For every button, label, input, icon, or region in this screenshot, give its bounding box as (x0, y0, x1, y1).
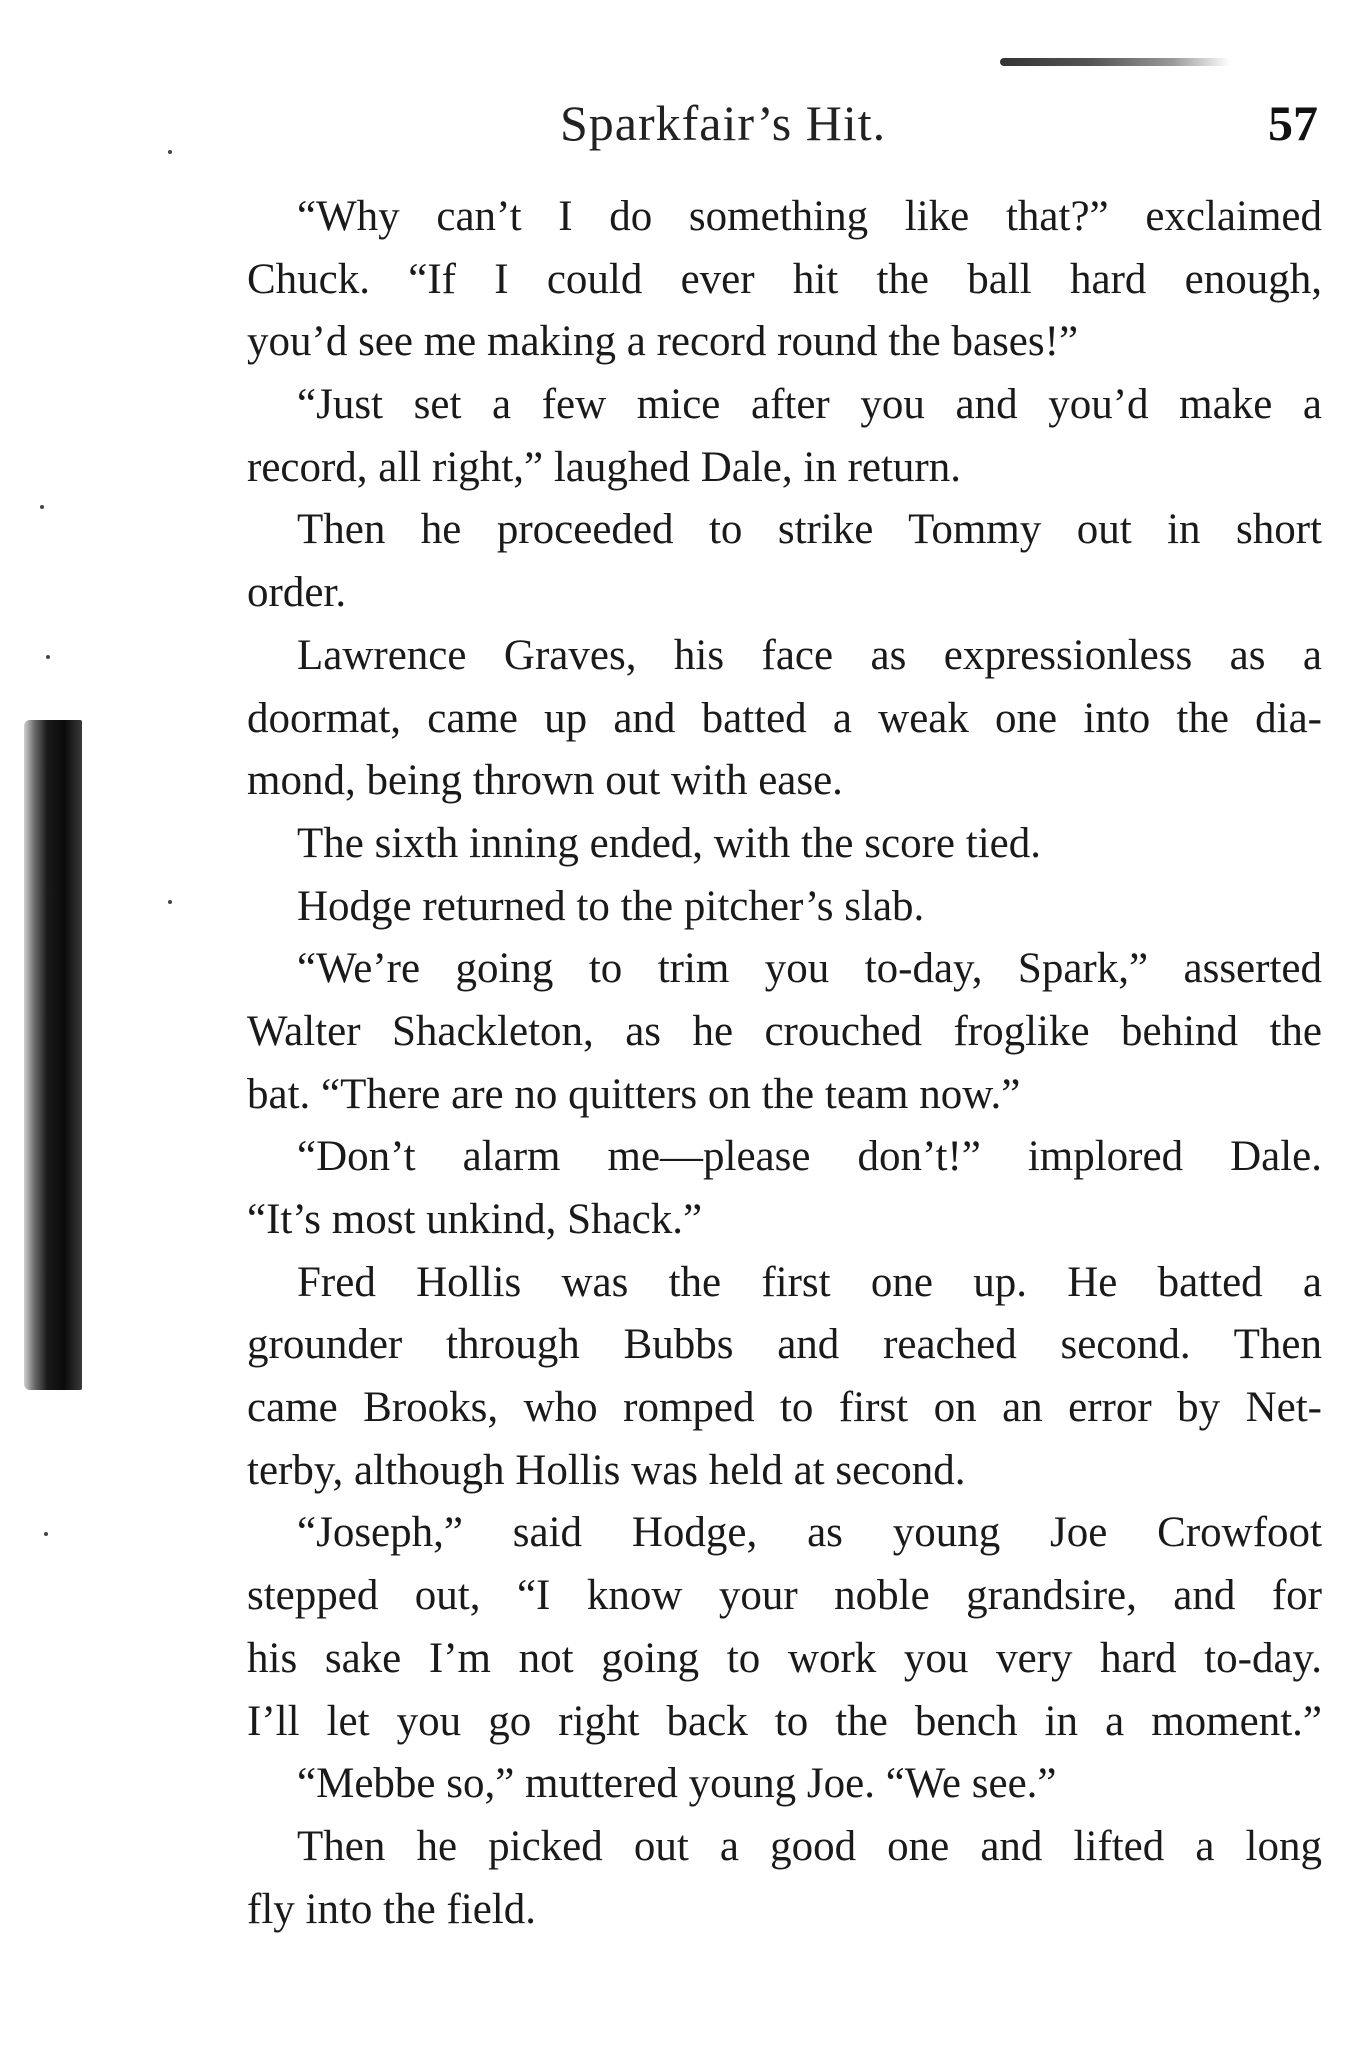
text-line: bat. “There are no quitters on the team now.” (247, 1070, 1021, 1118)
text-line: “Joseph,” said Hodge, as young Joe Crowfoot (297, 1509, 1322, 1557)
text-line: fly into the field. (247, 1885, 536, 1933)
text-line: terby, although Hollis was held at second. (247, 1446, 966, 1494)
text-line: The sixth inning ended, with the score tied. (297, 819, 1041, 867)
scan-speck (168, 150, 172, 154)
text-line: Lawrence Graves, his face as expressionless as a (297, 631, 1322, 679)
text-line: Then he proceeded to strike Tommy out in short (297, 506, 1322, 554)
text-line: I’ll let you go right back to the bench in a moment.” (247, 1697, 1322, 1745)
text-line: “Just set a few mice after you and you’d make a (297, 381, 1322, 429)
text-line: his sake I’m not going to work you very hard to-day. (247, 1634, 1322, 1682)
scan-speck (168, 900, 172, 904)
text-line: Fred Hollis was the first one up. He batted a (297, 1258, 1322, 1306)
text-line: “It’s most unkind, Shack.” (247, 1196, 703, 1243)
scan-speck (40, 505, 44, 509)
text-line: “Mebbe so,” muttered young Joe. “We see.” (297, 1760, 1057, 1808)
page-number: 57 (1268, 95, 1318, 151)
body-text (247, 186, 1322, 1941)
scan-speck (46, 655, 50, 659)
binding-shadow (24, 720, 82, 1390)
text-line: record, all right,” laughed Dale, in return. (247, 443, 961, 491)
ink-smudge (1000, 58, 1230, 66)
text-line: doormat, came up and batted a weak one into the dia- (247, 694, 1322, 742)
text-line: Hodge returned to the pitcher’s slab. (297, 882, 925, 930)
text-line: Chuck. “If I could ever hit the ball hard enough, (247, 255, 1322, 303)
text-line: came Brooks, who romped to first on an error by Net- (247, 1384, 1322, 1432)
scan-speck (44, 1532, 48, 1536)
running-head: Sparkfair’s Hit. (560, 95, 887, 151)
text-line: you’d see me making a record round the bases!” (247, 318, 1079, 366)
text-line: “Why can’t I do something like that?” exclaimed (297, 193, 1322, 240)
text-line: “Don’t alarm me—please don’t!” implored Dale. (297, 1133, 1322, 1181)
text-line: Then he picked out a good one and lifted a long (297, 1822, 1322, 1870)
text-line: order. (247, 569, 347, 617)
text-line: mond, being thrown out with ease. (247, 757, 843, 805)
text-line: stepped out, “I know your noble grandsire, and for (247, 1572, 1322, 1620)
text-line: grounder through Bubbs and reached second. Then (247, 1321, 1322, 1369)
text-line: “We’re going to trim you to-day, Spark,” asserted (297, 945, 1322, 993)
text-line: Walter Shackleton, as he crouched froglike behind the (247, 1007, 1322, 1055)
